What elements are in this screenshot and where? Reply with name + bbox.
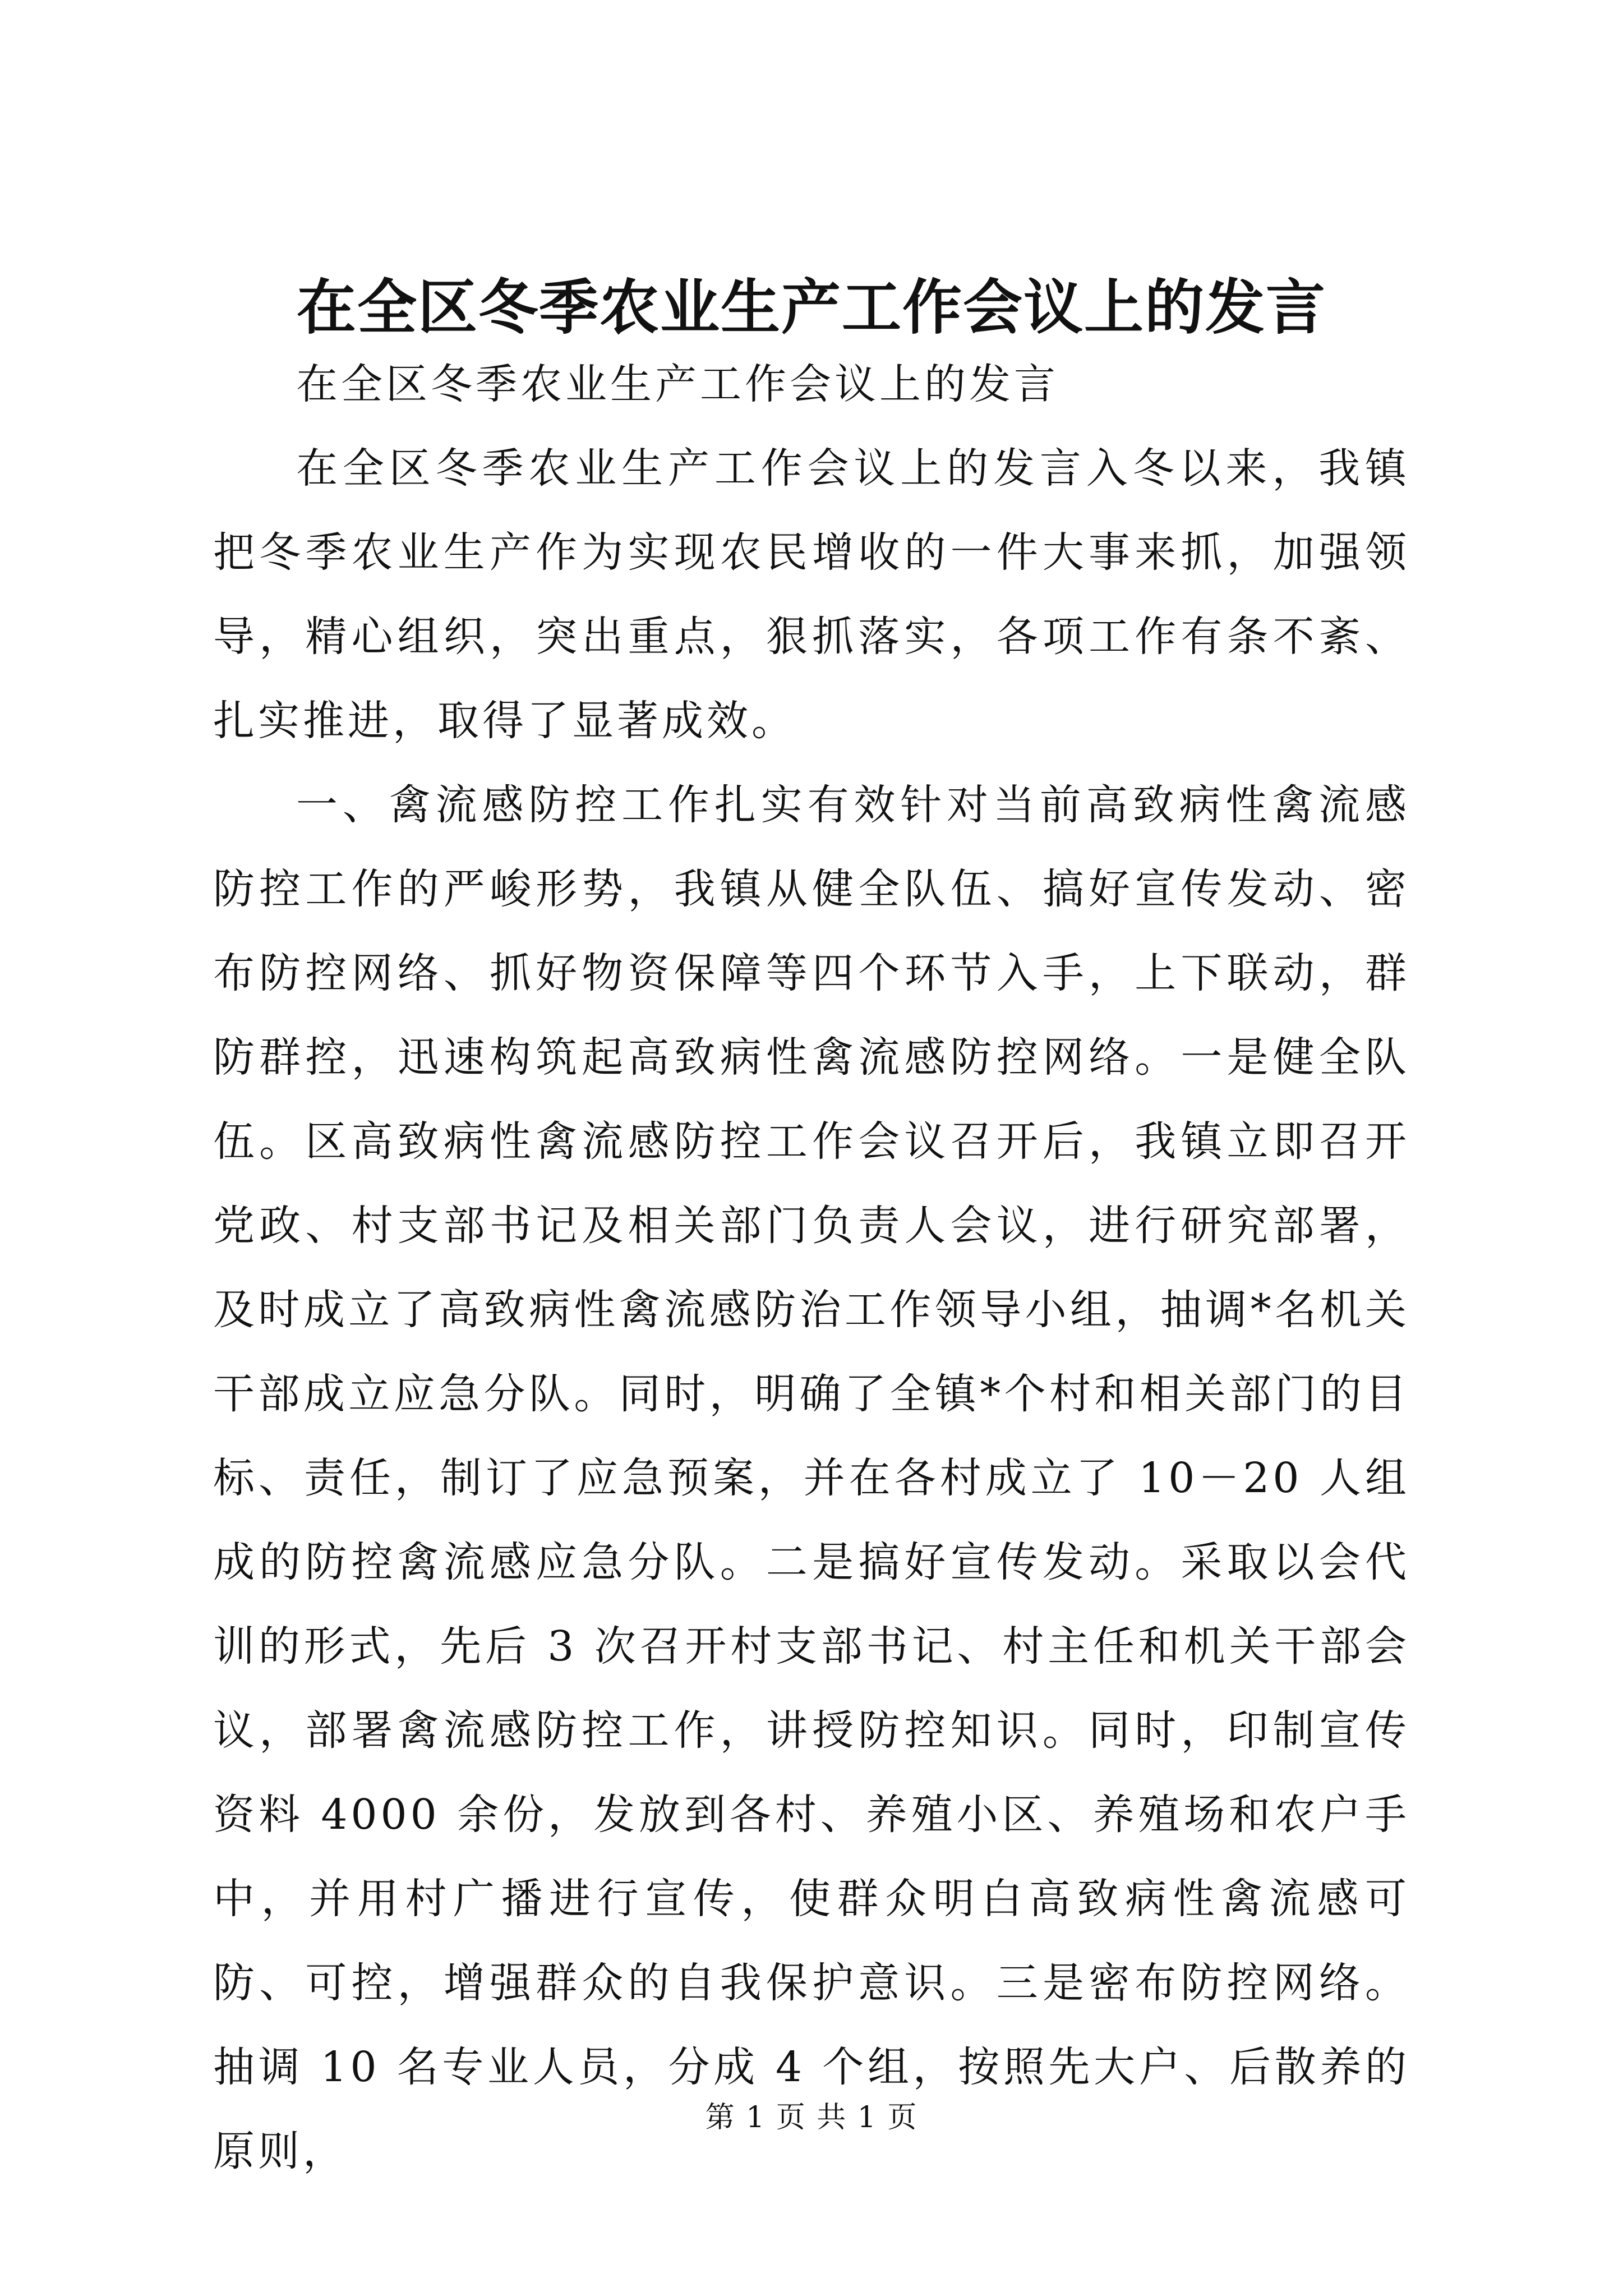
section-one-paragraph: 一、禽流感防控工作扎实有效针对当前高致病性禽流感防控工作的严峻形势，我镇从健全队伍、搞好宣传发动、密布防控网络、抓好物资保障等四个环节入手，上下联动，群防群控，迅速构筑起高致病性禽流感防控网络。一是健全队伍。区高致病性禽流感防控工作会议召开后，我镇立即召开党政、村支部书记及相关部门负责人会议，进行研究部署，及时成立了高致病性禽流感防治工作领导小组，抽调*名机关干部成立应急分队。同时，明确了全镇*个村和相关部门的目标、责任，制订了应急预案，并在各村成立了 10－20 人组成的防控禽流感应急分队。二是搞好宣传发动。采取以会代训的形式，先后 3 次召开村支部书记、村主任和机关干部会议，部署禽流感防控工作，讲授防控知识。同时，印制宣传资料 4000 余份，发放到各村、养殖小区、养殖场和农户手中，并用村广播进行宣传，使群众明白高致病性禽流感可防、可控，增强群众的自我保护意识。三是密布防控网络。抽调 10 名专业人员，分成 4 个组，按照先大户、后散养的原则， [213,781,1410,2175]
document-title: 在全区冬季农业生产工作会议上的发言 [297,272,1326,342]
intro-paragraph: 在全区冬季农业生产工作会议上的发言入冬以来，我镇把冬季农业生产作为实现农民增收的一件大事来抓，加强领导，精心组织，突出重点，狠抓落实，各项工作有条不紊、扎实推进，取得了显著成效。 [213,444,1410,745]
page-footer: 第 1 页 共 1 页 [705,2101,918,2134]
subtitle-paragraph: 在全区冬季农业生产工作会议上的发言 [296,360,1059,408]
document-body [213,342,1410,2193]
